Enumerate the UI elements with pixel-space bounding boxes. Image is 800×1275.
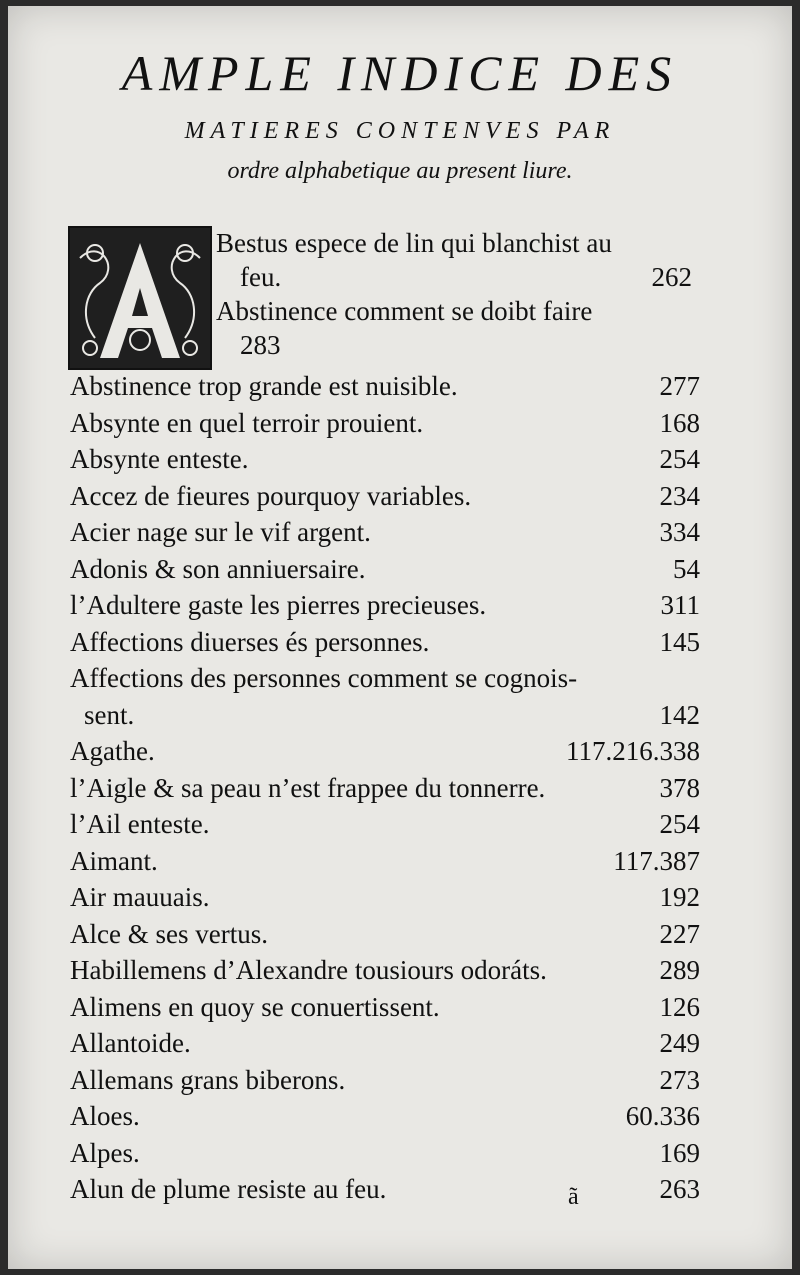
index-entry xyxy=(70,1098,700,1135)
entry-text: Acier nage sur le vif argent. xyxy=(70,517,371,547)
entry-text: Allantoide. xyxy=(70,1028,191,1058)
intro-line-2 xyxy=(240,262,692,293)
index-entry xyxy=(70,405,700,442)
entry-text: Alpes. xyxy=(70,1137,140,1168)
intro-line-3 xyxy=(216,296,592,327)
entry-page-number: 60.336 xyxy=(625,1101,700,1131)
entry-text: Adonis & son anniuersaire. xyxy=(70,553,366,584)
entry-page-number: 263 xyxy=(659,1174,700,1204)
intro-text-3: Abstinence comment se doibt faire xyxy=(216,296,593,326)
entry-text: Aimant. xyxy=(70,845,158,876)
entry-page-number: 145 xyxy=(659,626,700,657)
entry-page-number: 311 xyxy=(660,590,700,620)
decorated-initial-a-icon xyxy=(68,226,212,370)
index-entry xyxy=(70,697,700,734)
index-entry xyxy=(70,660,700,697)
index-subtitle-2: ordre alphabetique au present liure. xyxy=(227,158,573,184)
entry-text: Alun de plume resiste au feu. xyxy=(70,1174,387,1204)
signature-mark: ã xyxy=(568,1184,579,1210)
entry-page-number: 378 xyxy=(659,772,700,803)
entry-page-number: 168 xyxy=(659,407,700,438)
intro-line-4 xyxy=(240,330,281,361)
entry-text: Air mauuais. xyxy=(70,882,210,912)
index-entry xyxy=(70,478,700,515)
index-entry xyxy=(70,368,700,405)
index-entry xyxy=(70,587,700,624)
entry-page-number: 142 xyxy=(659,699,700,730)
entry-text: Allemans grans biberons. xyxy=(70,1064,346,1095)
index-entry-list xyxy=(70,368,700,1208)
intro-page-2: 262 xyxy=(651,262,692,292)
index-entry xyxy=(70,1171,700,1208)
entry-text: l’Aigle & sa peau n’est frappee du tonnerre. xyxy=(70,772,546,803)
index-entry xyxy=(70,733,700,770)
entry-page-number: 254 xyxy=(659,809,700,839)
entry-text: Agathe. xyxy=(70,736,155,766)
book-page xyxy=(8,6,792,1269)
entry-page-number: 126 xyxy=(659,991,700,1022)
index-entry xyxy=(70,806,700,843)
index-entry xyxy=(70,551,700,588)
entry-text: Absynte enteste. xyxy=(70,444,249,474)
intro-line-1 xyxy=(216,228,612,259)
entry-page-number: 254 xyxy=(659,444,700,474)
entry-page-number: 273 xyxy=(659,1064,700,1095)
entry-text: Habillemens d’Alexandre tousiours odoráts. xyxy=(70,955,547,985)
entry-page-number: 277 xyxy=(659,371,700,401)
index-title: AMPLE INDICE DES xyxy=(121,45,679,101)
entry-text: Affections des personnes comment se cognois- xyxy=(70,663,578,693)
index-entry xyxy=(70,843,700,880)
entry-text: Alimens en quoy se conuertissent. xyxy=(70,991,440,1022)
entry-text: Absynte en quel terroir prouient. xyxy=(70,407,424,438)
index-entry xyxy=(70,989,700,1026)
entry-page-number: 169 xyxy=(659,1137,700,1168)
entry-page-number: 249 xyxy=(659,1028,700,1058)
index-entry xyxy=(70,624,700,661)
index-entry xyxy=(70,441,700,478)
entry-text: Aloes. xyxy=(70,1101,140,1131)
index-entry xyxy=(70,514,700,551)
entry-page-number: 334 xyxy=(659,517,700,547)
intro-text-2: feu. xyxy=(240,262,282,292)
entry-text: l’Adultere gaste les pierres precieuses. xyxy=(70,590,487,620)
entry-text: Affections diuerses és personnes. xyxy=(70,626,430,657)
entry-text: Abstinence trop grande est nuisible. xyxy=(70,371,458,401)
entry-page-number: 192 xyxy=(659,882,700,912)
entry-page-number: 117.387 xyxy=(613,845,700,876)
intro-text-4: 283 xyxy=(240,330,281,360)
entry-text: Alce & ses vertus. xyxy=(70,918,268,949)
entry-text: l’Ail enteste. xyxy=(70,809,210,839)
entry-page-number: 117.216.338 xyxy=(566,736,700,766)
entry-page-number: 54 xyxy=(673,553,700,584)
index-entry xyxy=(70,879,700,916)
entry-text: Accez de fieures pourquoy variables. xyxy=(70,480,472,511)
index-entry xyxy=(70,1025,700,1062)
entry-text: sent. xyxy=(84,699,135,730)
index-entry xyxy=(70,952,700,989)
index-entry xyxy=(70,1062,700,1099)
entry-page-number: 234 xyxy=(659,480,700,511)
intro-text-1: Bestus espece de lin qui blanchist au xyxy=(216,228,612,258)
index-entry xyxy=(70,770,700,807)
index-entry xyxy=(70,916,700,953)
index-subtitle: MATIERES CONTENVES PAR xyxy=(184,118,616,144)
entry-page-number: 289 xyxy=(659,955,700,985)
index-entry xyxy=(70,1135,700,1172)
entry-page-number: 227 xyxy=(659,918,700,949)
